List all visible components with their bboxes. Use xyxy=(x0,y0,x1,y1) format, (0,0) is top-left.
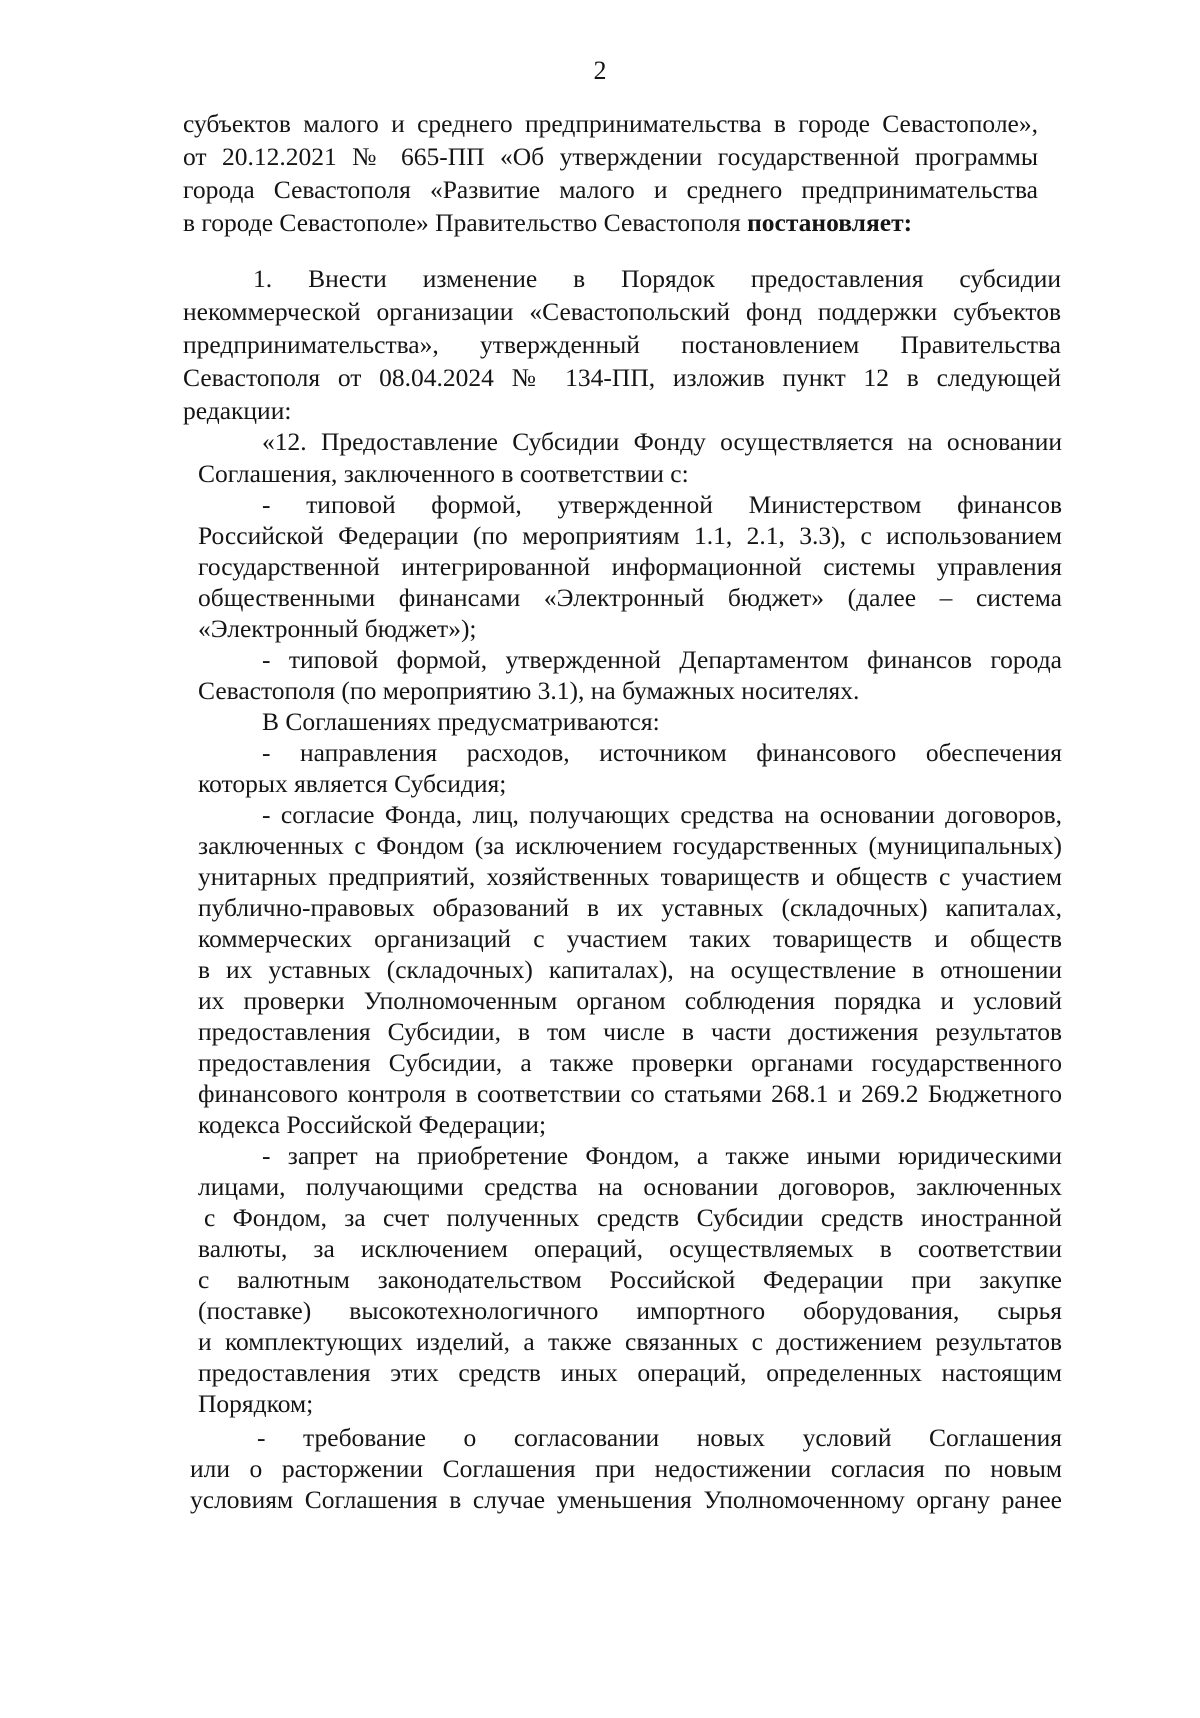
text-line: - требование о согласовании новых условий Соглашения xyxy=(257,1423,1062,1452)
text-line: предпринимательства», утвержденный постановлением Правительства xyxy=(183,330,1061,359)
text-line: - запрет на приобретение Фондом, а также иными юридическими xyxy=(262,1141,1062,1170)
text-line: предоставления этих средств иных операций, определенных настоящим xyxy=(198,1358,1062,1387)
text-line: В Соглашениях предусматриваются: xyxy=(262,707,660,736)
text-line: Севастополя (по мероприятию 3.1), на бумажных носителях. xyxy=(198,676,860,705)
text-line: - типовой формой, утвержденной Министерством финансов xyxy=(262,490,1062,519)
text-line: и комплектующих изделий, а также связанных с достижением результатов xyxy=(198,1327,1062,1356)
text-line: с валютным законодательством Российской Федерации при закупке xyxy=(198,1265,1062,1294)
text-line: редакции: xyxy=(183,396,292,425)
text-line: некоммерческой организации «Севастопольский фонд поддержки субъектов xyxy=(183,297,1061,326)
text-line: Порядком; xyxy=(198,1389,314,1418)
page-number: 2 xyxy=(593,56,607,85)
text-line: которых является Субсидия; xyxy=(198,769,507,798)
text-line: - согласие Фонда, лиц, получающих средства на основании договоров, xyxy=(262,800,1062,829)
text-line: Российской Федерации (по мероприятиям 1.1, 2.1, 3.3), с использованием xyxy=(198,521,1062,550)
text-line: их проверки Уполномоченным органом соблюдения порядка и условий xyxy=(198,986,1062,1015)
text-line: финансового контроля в соответствии со статьями 268.1 и 269.2 Бюджетного xyxy=(198,1079,1062,1108)
text-line: условиям Соглашения в случае уменьшения Уполномоченному органу ранее xyxy=(190,1485,1062,1514)
text-line: «Электронный бюджет»); xyxy=(198,614,477,643)
text-line: публично-правовых образований в их уставных (складочных) капиталах, xyxy=(198,893,1062,922)
decree-keyword: постановляет: xyxy=(747,208,913,237)
text-line: субъектов малого и среднего предпринимательства в городе Севастополе», xyxy=(183,109,1038,138)
text-line: - направления расходов, источником финансового обеспечения xyxy=(262,738,1062,767)
text-line: в городе Севастополе» Правительство Севастополя постановляет: xyxy=(183,208,913,237)
text-line: кодекса Российской Федерации; xyxy=(198,1110,547,1139)
text-line: унитарных предприятий, хозяйственных товариществ и обществ с участием xyxy=(198,862,1062,891)
text-line: в их уставных (складочных) капиталах), на осуществление в отношении xyxy=(198,955,1062,984)
text-line: заключенных с Фондом (за исключением государственных (муниципальных) xyxy=(198,831,1062,860)
text-line: от 20.12.2021 № 665-ПП «Об утверждении государственной программы xyxy=(183,142,1038,171)
text-line: государственной интегрированной информационной системы управления xyxy=(198,552,1062,581)
text-line: - типовой формой, утвержденной Департаментом финансов города xyxy=(262,645,1062,674)
text-line: валюты, за исключением операций, осуществляемых в соответствии xyxy=(198,1234,1062,1263)
text-line: Севастополя от 08.04.2024 № 134-ПП, изложив пункт 12 в следующей xyxy=(183,363,1061,392)
text-line: (поставке) высокотехнологичного импортного оборудования, сырья xyxy=(198,1296,1062,1325)
text-line: или о расторжении Соглашения при недостижении согласия по новым xyxy=(190,1454,1062,1483)
text-line: 1. Внести изменение в Порядок предоставления субсидии xyxy=(253,264,1061,293)
text-line: общественными финансами «Электронный бюджет» (далее – система xyxy=(198,583,1062,612)
text-line: коммерческих организаций с участием таких товариществ и обществ xyxy=(198,924,1062,953)
text-line: предоставления Субсидии, а также проверки органами государственного xyxy=(198,1048,1062,1077)
text-line: Соглашения, заключенного в соответствии с: xyxy=(198,459,689,488)
text-line: лицами, получающими средства на основании договоров, заключенных xyxy=(198,1172,1062,1201)
text-line: «12. Предоставление Субсидии Фонду осуществляется на основании xyxy=(262,427,1062,456)
text-line: города Севастополя «Развитие малого и среднего предпринимательства xyxy=(183,175,1038,204)
text-line: с Фондом, за счет полученных средств Субсидии средств иностранной xyxy=(204,1203,1062,1232)
text-line: предоставления Субсидии, в том числе в части достижения результатов xyxy=(198,1017,1062,1046)
